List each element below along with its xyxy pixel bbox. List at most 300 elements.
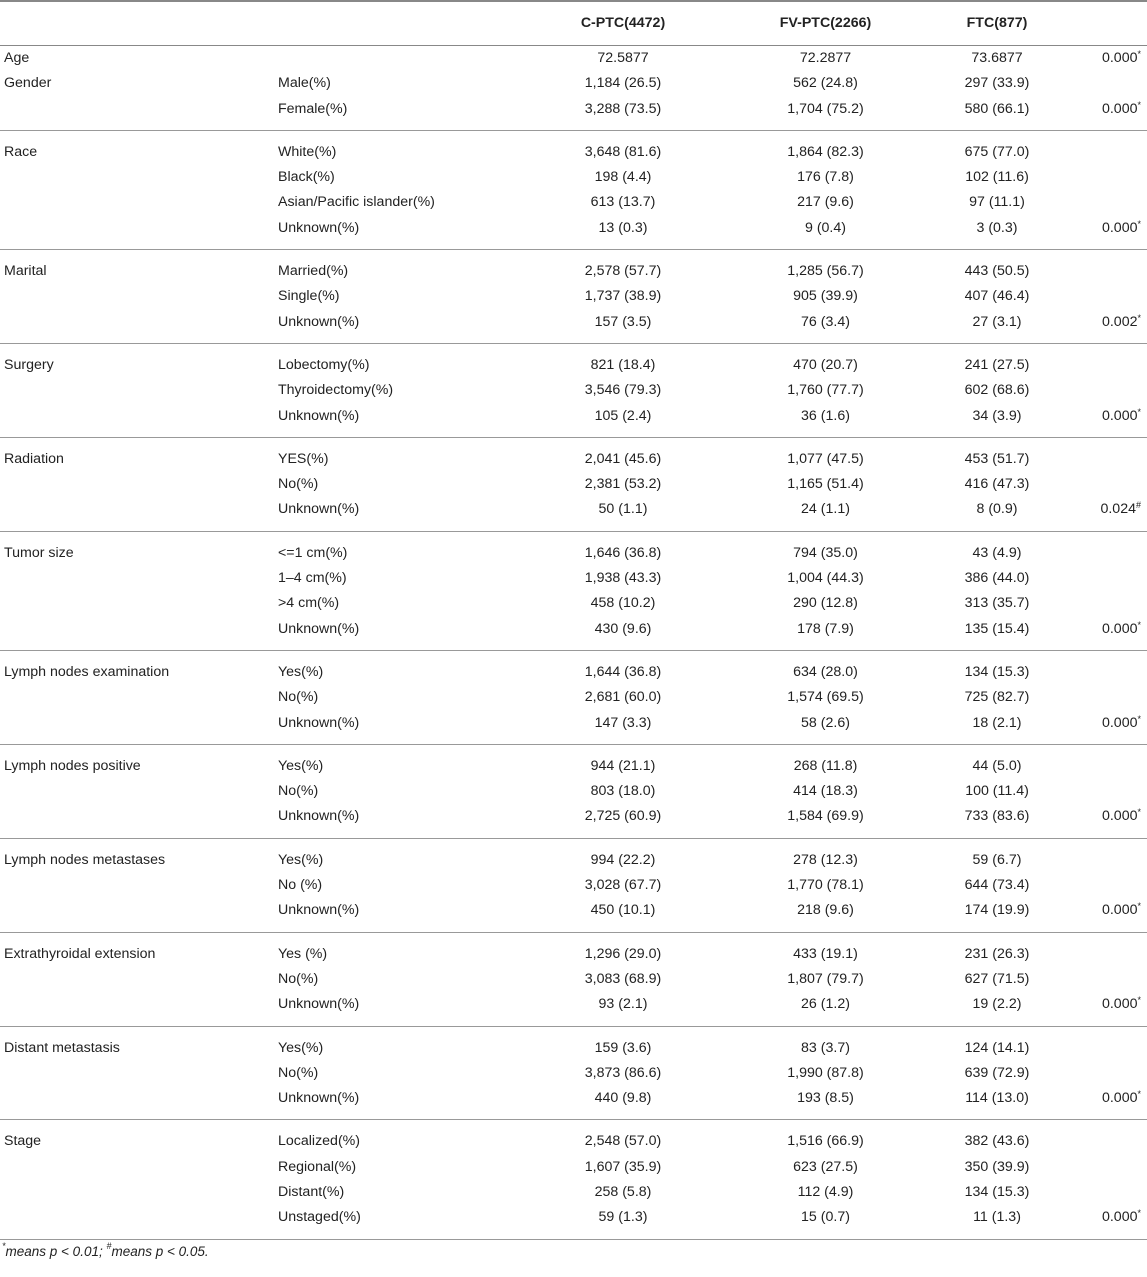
- p-value: [1069, 1205, 1147, 1239]
- level-label-text: Yes (%): [278, 945, 328, 962]
- p-value: [1069, 1155, 1147, 1180]
- level-label-text: Yes(%): [278, 757, 324, 774]
- c-ptc-value: [520, 967, 726, 992]
- fv-ptc-value-text: 794 (35.0): [793, 544, 858, 561]
- level-label-text: White(%): [278, 143, 337, 160]
- c-ptc-value: [520, 992, 726, 1026]
- fv-ptc-value-text: 1,990 (87.8): [787, 1064, 864, 1081]
- level-label-text: Yes(%): [278, 663, 324, 680]
- variable-name: [0, 46, 278, 72]
- p-value: [1069, 898, 1147, 932]
- ftc-value: [925, 46, 1069, 72]
- level-label: [278, 898, 520, 932]
- c-ptc-value-text: 3,648 (81.6): [584, 143, 662, 160]
- c-ptc-value-text: 3,083 (68.9): [584, 970, 662, 987]
- ftc-value: [925, 838, 1069, 873]
- fv-ptc-value: [726, 591, 925, 616]
- ftc-value-text: 97 (11.1): [969, 194, 1025, 211]
- fv-ptc-value-text: 634 (28.0): [793, 663, 858, 680]
- p-value-text: 0.000: [1101, 714, 1138, 731]
- fv-ptc-value-text: 58 (2.6): [801, 714, 850, 731]
- p-value: [1069, 97, 1147, 131]
- c-ptc-value: [520, 932, 726, 967]
- ftc-value: [925, 1061, 1069, 1086]
- p-value-text: 0.000: [1101, 902, 1138, 919]
- p-value-text: 0.000: [1101, 1209, 1138, 1226]
- ftc-value: [925, 1180, 1069, 1205]
- variable-name: [0, 566, 278, 591]
- table-footnote: [0, 1240, 1147, 1259]
- c-ptc-value-text: 1,644 (36.8): [584, 663, 662, 680]
- variable-name-text: Stage: [4, 1133, 42, 1150]
- p-value: [1069, 1180, 1147, 1205]
- variable-name: [0, 804, 278, 838]
- fv-ptc-value-text: 268 (11.8): [793, 757, 858, 774]
- ftc-value: [925, 284, 1069, 309]
- ftc-value-text: 73.6877: [971, 50, 1023, 66]
- fv-ptc-value-text: 9 (0.4): [804, 219, 846, 236]
- level-label-text: 1–4 cm(%): [278, 570, 347, 587]
- table-row: [0, 472, 1147, 497]
- significance-mark: *: [1137, 713, 1141, 724]
- c-ptc-value-text: 613 (13.7): [590, 194, 656, 211]
- table-row: [0, 898, 1147, 932]
- ftc-value: [925, 497, 1069, 531]
- table-row: [0, 130, 1147, 165]
- variable-name: [0, 404, 278, 438]
- fv-ptc-value: [726, 404, 925, 438]
- level-label-text: Unstaged(%): [278, 1209, 361, 1226]
- fv-ptc-value-text: 470 (20.7): [793, 356, 858, 373]
- level-label-text: Yes(%): [278, 851, 324, 868]
- fv-ptc-value: [726, 1120, 925, 1155]
- level-label-text: Unknown(%): [278, 407, 360, 424]
- variable-name: [0, 838, 278, 873]
- ftc-value: [925, 472, 1069, 497]
- c-ptc-value-text: 1,737 (38.9): [584, 288, 662, 305]
- level-label: [278, 685, 520, 710]
- c-ptc-value: [520, 130, 726, 165]
- fv-ptc-value: [726, 1026, 925, 1061]
- p-value: [1069, 250, 1147, 285]
- table-row: [0, 1026, 1147, 1061]
- fv-ptc-value-text: 1,516 (66.9): [787, 1133, 864, 1150]
- level-label: [278, 1180, 520, 1205]
- fv-ptc-value-text: 1,077 (47.5): [787, 450, 864, 467]
- fv-ptc-value: [726, 1061, 925, 1086]
- level-label-text: Lobectomy(%): [278, 356, 370, 373]
- p-value-text: 0.000: [1101, 219, 1138, 236]
- p-value-text: 0.000: [1101, 1090, 1138, 1107]
- level-label: [278, 310, 520, 344]
- p-value-text: 0.000: [1101, 808, 1138, 825]
- c-ptc-value: [520, 250, 726, 285]
- fv-ptc-value-text: 112 (4.9): [797, 1183, 854, 1200]
- p-value: [1069, 566, 1147, 591]
- ftc-value: [925, 216, 1069, 250]
- ftc-value-text: 453 (51.7): [964, 450, 1030, 467]
- ftc-value: [925, 404, 1069, 438]
- fv-ptc-value-text: 15 (0.7): [801, 1209, 850, 1226]
- ftc-value: [925, 744, 1069, 779]
- fv-ptc-value-text: 433 (19.1): [793, 945, 858, 962]
- significance-mark: *: [1137, 1208, 1141, 1219]
- ftc-value-text: 241 (27.5): [964, 356, 1030, 373]
- ftc-value-text: 34 (3.9): [972, 407, 1022, 424]
- c-ptc-value: [520, 1205, 726, 1239]
- level-label-text: Asian/Pacific islander(%): [278, 194, 435, 211]
- p-value-text: 0.000: [1101, 100, 1138, 117]
- p-value: [1069, 71, 1147, 96]
- level-label: [278, 992, 520, 1026]
- level-label-text: Distant(%): [278, 1183, 345, 1200]
- variable-name: [0, 472, 278, 497]
- p-value: [1069, 838, 1147, 873]
- table-row: [0, 71, 1147, 96]
- fv-ptc-value-text: 562 (24.8): [793, 75, 858, 92]
- c-ptc-value: [520, 1180, 726, 1205]
- fv-ptc-value: [726, 566, 925, 591]
- p-value-text: 0.002: [1101, 313, 1138, 330]
- c-ptc-value-text: 93 (2.1): [598, 996, 648, 1013]
- fv-ptc-value: [726, 190, 925, 215]
- ftc-value: [925, 898, 1069, 932]
- p-value: [1069, 873, 1147, 898]
- significance-mark: *: [1137, 406, 1141, 417]
- fv-ptc-value: [726, 779, 925, 804]
- fv-ptc-value: [726, 46, 925, 72]
- p-value: [1069, 378, 1147, 403]
- c-ptc-value-text: 2,548 (57.0): [584, 1133, 662, 1150]
- ftc-value-text: 114 (13.0): [965, 1090, 1029, 1107]
- level-label: [278, 967, 520, 992]
- variable-name: [0, 310, 278, 344]
- c-ptc-value: [520, 1061, 726, 1086]
- p-value: [1069, 165, 1147, 190]
- level-label: [278, 838, 520, 873]
- table-row: [0, 967, 1147, 992]
- ftc-value-text: 416 (47.3): [964, 476, 1030, 493]
- table-row: [0, 216, 1147, 250]
- fv-ptc-value-text: 414 (18.3): [793, 783, 858, 800]
- variable-name-text: Lymph nodes metastases: [4, 851, 166, 868]
- c-ptc-value-text: 2,041 (45.6): [584, 450, 662, 467]
- fv-ptc-value-text: 1,760 (77.7): [787, 382, 864, 399]
- fv-ptc-value: [726, 497, 925, 531]
- variable-name: [0, 71, 278, 96]
- c-ptc-value: [520, 617, 726, 651]
- fv-ptc-value-text: 1,770 (78.1): [787, 877, 864, 894]
- variable-name: [0, 591, 278, 616]
- variable-name-text: Marital: [4, 263, 47, 280]
- level-label-text: No(%): [278, 783, 319, 800]
- header-level: [278, 2, 520, 46]
- level-label: [278, 497, 520, 531]
- table-row: [0, 497, 1147, 531]
- ftc-value: [925, 437, 1069, 472]
- level-label-text: Unknown(%): [278, 808, 360, 825]
- p-value: [1069, 190, 1147, 215]
- c-ptc-value: [520, 165, 726, 190]
- c-ptc-value: [520, 711, 726, 745]
- p-value: [1069, 216, 1147, 250]
- p-value: [1069, 497, 1147, 531]
- c-ptc-value: [520, 1120, 726, 1155]
- footnote-text-1: means p < 0.01;: [5, 1243, 107, 1259]
- fv-ptc-value: [726, 804, 925, 838]
- ftc-value-text: 725 (82.7): [964, 689, 1030, 706]
- p-value: [1069, 744, 1147, 779]
- level-label-text: Female(%): [278, 100, 348, 117]
- table-row: [0, 1155, 1147, 1180]
- level-label-text: Black(%): [278, 169, 335, 186]
- level-label: [278, 437, 520, 472]
- fv-ptc-value-text: 1,285 (56.7): [787, 263, 864, 280]
- variable-name: [0, 378, 278, 403]
- variable-name-text: Tumor size: [4, 544, 74, 561]
- fv-ptc-value-text: 178 (7.9): [797, 620, 854, 637]
- table-row: [0, 566, 1147, 591]
- p-value: [1069, 650, 1147, 685]
- p-value: [1069, 779, 1147, 804]
- variable-name: [0, 1120, 278, 1155]
- header-p-value: [1069, 2, 1147, 46]
- ftc-value: [925, 566, 1069, 591]
- fv-ptc-value-text: 1,574 (69.5): [787, 689, 864, 706]
- variable-name: [0, 992, 278, 1026]
- fv-ptc-value: [726, 992, 925, 1026]
- ftc-value-text: 733 (83.6): [964, 808, 1030, 825]
- p-value: [1069, 404, 1147, 438]
- table-row: [0, 591, 1147, 616]
- fv-ptc-value-text: 1,165 (51.4): [787, 476, 864, 493]
- table-row: [0, 873, 1147, 898]
- c-ptc-value: [520, 838, 726, 873]
- c-ptc-value: [520, 343, 726, 378]
- c-ptc-value: [520, 531, 726, 566]
- significance-mark: #: [1135, 500, 1141, 511]
- variable-name: [0, 250, 278, 285]
- level-label: [278, 216, 520, 250]
- variable-name-text: Lymph nodes examination: [4, 663, 170, 680]
- fv-ptc-value-text: 83 (3.7): [801, 1039, 850, 1056]
- ftc-value: [925, 1026, 1069, 1061]
- table-row: [0, 838, 1147, 873]
- ftc-value-text: 313 (35.7): [964, 595, 1030, 612]
- p-value: [1069, 1061, 1147, 1086]
- c-ptc-value-text: 159 (3.6): [594, 1039, 652, 1056]
- p-value: [1069, 1086, 1147, 1120]
- ftc-value-text: 675 (77.0): [964, 143, 1030, 160]
- c-ptc-value: [520, 744, 726, 779]
- significance-mark: *: [1137, 218, 1141, 229]
- level-label-text: Unknown(%): [278, 1090, 360, 1107]
- ftc-value-text: 43 (4.9): [972, 544, 1022, 561]
- table-row: [0, 404, 1147, 438]
- variable-name: [0, 216, 278, 250]
- p-value-text: 0.000: [1101, 996, 1138, 1013]
- variable-name: [0, 779, 278, 804]
- ftc-value: [925, 711, 1069, 745]
- variable-name-text: Gender: [4, 75, 52, 92]
- ftc-value: [925, 130, 1069, 165]
- c-ptc-value-text: 2,381 (53.2): [584, 476, 662, 493]
- p-value: [1069, 1026, 1147, 1061]
- level-label: [278, 804, 520, 838]
- level-label: [278, 650, 520, 685]
- variable-name: [0, 650, 278, 685]
- ftc-value: [925, 1205, 1069, 1239]
- level-label: [278, 873, 520, 898]
- level-label-text: Localized(%): [278, 1133, 361, 1150]
- ftc-value: [925, 873, 1069, 898]
- ftc-value-text: 580 (66.1): [964, 100, 1030, 117]
- variable-name: [0, 531, 278, 566]
- footnote-mark-1: *: [2, 1240, 6, 1251]
- fv-ptc-value: [726, 378, 925, 403]
- variable-name: [0, 873, 278, 898]
- table-row: [0, 97, 1147, 131]
- p-value: [1069, 472, 1147, 497]
- variable-name: [0, 497, 278, 531]
- table-row: [0, 165, 1147, 190]
- level-label-text: Regional(%): [278, 1158, 357, 1175]
- c-ptc-value-text: 59 (1.3): [598, 1209, 648, 1226]
- table-row: [0, 650, 1147, 685]
- level-label-text: Unknown(%): [278, 313, 360, 330]
- significance-mark: *: [1137, 99, 1141, 110]
- level-label-text: Unknown(%): [278, 902, 360, 919]
- fv-ptc-value-text: 218 (9.6): [797, 902, 854, 919]
- c-ptc-value-text: 1,184 (26.5): [584, 75, 662, 92]
- variable-name: [0, 1061, 278, 1086]
- c-ptc-value: [520, 591, 726, 616]
- variable-name: [0, 1026, 278, 1061]
- ftc-value-text: 59 (6.7): [972, 851, 1022, 868]
- variable-name: [0, 97, 278, 131]
- table-row: [0, 310, 1147, 344]
- fv-ptc-value-text: 290 (12.8): [793, 595, 858, 612]
- table-row: [0, 1180, 1147, 1205]
- level-label-text: Thyroidectomy(%): [278, 382, 394, 399]
- ftc-value: [925, 310, 1069, 344]
- c-ptc-value: [520, 190, 726, 215]
- ftc-value: [925, 804, 1069, 838]
- ftc-value-text: 627 (71.5): [964, 970, 1030, 987]
- p-value: [1069, 591, 1147, 616]
- level-label: [278, 378, 520, 403]
- ftc-value-text: 134 (15.3): [964, 663, 1030, 680]
- variable-name: [0, 744, 278, 779]
- fv-ptc-value-text: 623 (27.5): [793, 1158, 858, 1175]
- c-ptc-value: [520, 46, 726, 72]
- c-ptc-value-text: 105 (2.4): [594, 407, 652, 424]
- level-label-text: Unknown(%): [278, 996, 360, 1013]
- c-ptc-value-text: 157 (3.5): [594, 313, 652, 330]
- table-row: [0, 617, 1147, 651]
- ftc-value-text: 100 (11.4): [965, 783, 1029, 800]
- table-row: [0, 531, 1147, 566]
- fv-ptc-value: [726, 343, 925, 378]
- fv-ptc-value: [726, 97, 925, 131]
- level-label: [278, 250, 520, 285]
- variable-name-text: Surgery: [4, 356, 54, 373]
- c-ptc-value-text: 1,296 (29.0): [584, 945, 662, 962]
- ftc-value-text: 602 (68.6): [964, 382, 1030, 399]
- fv-ptc-value-text: 278 (12.3): [793, 851, 858, 868]
- header-variable: [0, 2, 278, 46]
- c-ptc-value-text: 2,725 (60.9): [584, 808, 662, 825]
- p-value: [1069, 932, 1147, 967]
- variable-name: [0, 284, 278, 309]
- c-ptc-value-text: 1,938 (43.3): [584, 570, 662, 587]
- c-ptc-value-text: 803 (18.0): [590, 783, 656, 800]
- c-ptc-value: [520, 216, 726, 250]
- ftc-value-text: 135 (15.4): [964, 620, 1030, 637]
- variable-name: [0, 967, 278, 992]
- ftc-value-text: 102 (11.6): [965, 169, 1029, 186]
- fv-ptc-value-text: 72.2877: [799, 50, 852, 66]
- variable-name: [0, 685, 278, 710]
- fv-ptc-value-text: 1,584 (69.9): [787, 808, 864, 825]
- c-ptc-value-text: 450 (10.1): [590, 902, 656, 919]
- p-value: [1069, 531, 1147, 566]
- level-label: [278, 404, 520, 438]
- fv-ptc-value: [726, 617, 925, 651]
- fv-ptc-value-text: 24 (1.1): [801, 501, 850, 518]
- level-label: [278, 343, 520, 378]
- fv-ptc-value-text: 26 (1.2): [801, 996, 850, 1013]
- variable-name-text: Age: [4, 50, 30, 66]
- header-c-ptc: C-PTC(4472): [520, 2, 726, 46]
- table-row: [0, 744, 1147, 779]
- ftc-value-text: 19 (2.2): [972, 996, 1022, 1013]
- significance-mark: *: [1137, 995, 1141, 1006]
- ftc-value-text: 297 (33.9): [964, 75, 1030, 92]
- p-value: [1069, 685, 1147, 710]
- variable-name-text: Lymph nodes positive: [4, 757, 141, 774]
- fv-ptc-value-text: 76 (3.4): [801, 313, 850, 330]
- level-label: [278, 165, 520, 190]
- fv-ptc-value: [726, 165, 925, 190]
- fv-ptc-value: [726, 650, 925, 685]
- ftc-value-text: 124 (14.1): [964, 1039, 1030, 1056]
- level-label: [278, 1155, 520, 1180]
- level-label: [278, 711, 520, 745]
- level-label: [278, 1061, 520, 1086]
- level-label-text: Unknown(%): [278, 620, 360, 637]
- c-ptc-value: [520, 1155, 726, 1180]
- fv-ptc-value: [726, 216, 925, 250]
- c-ptc-value: [520, 97, 726, 131]
- ftc-value-text: 382 (43.6): [964, 1133, 1030, 1150]
- table-row: [0, 46, 1147, 72]
- fv-ptc-value: [726, 71, 925, 96]
- ftc-value-text: 231 (26.3): [964, 945, 1030, 962]
- level-label: [278, 97, 520, 131]
- fv-ptc-value: [726, 531, 925, 566]
- fv-ptc-value: [726, 685, 925, 710]
- variable-name: [0, 165, 278, 190]
- variable-name-text: Extrathyroidal extension: [4, 945, 156, 962]
- ftc-value: [925, 1155, 1069, 1180]
- ftc-value: [925, 1086, 1069, 1120]
- ftc-value: [925, 967, 1069, 992]
- c-ptc-value: [520, 404, 726, 438]
- c-ptc-value-text: 2,681 (60.0): [584, 689, 662, 706]
- ftc-value-text: 407 (46.4): [964, 288, 1030, 305]
- level-label-text: Male(%): [278, 75, 331, 92]
